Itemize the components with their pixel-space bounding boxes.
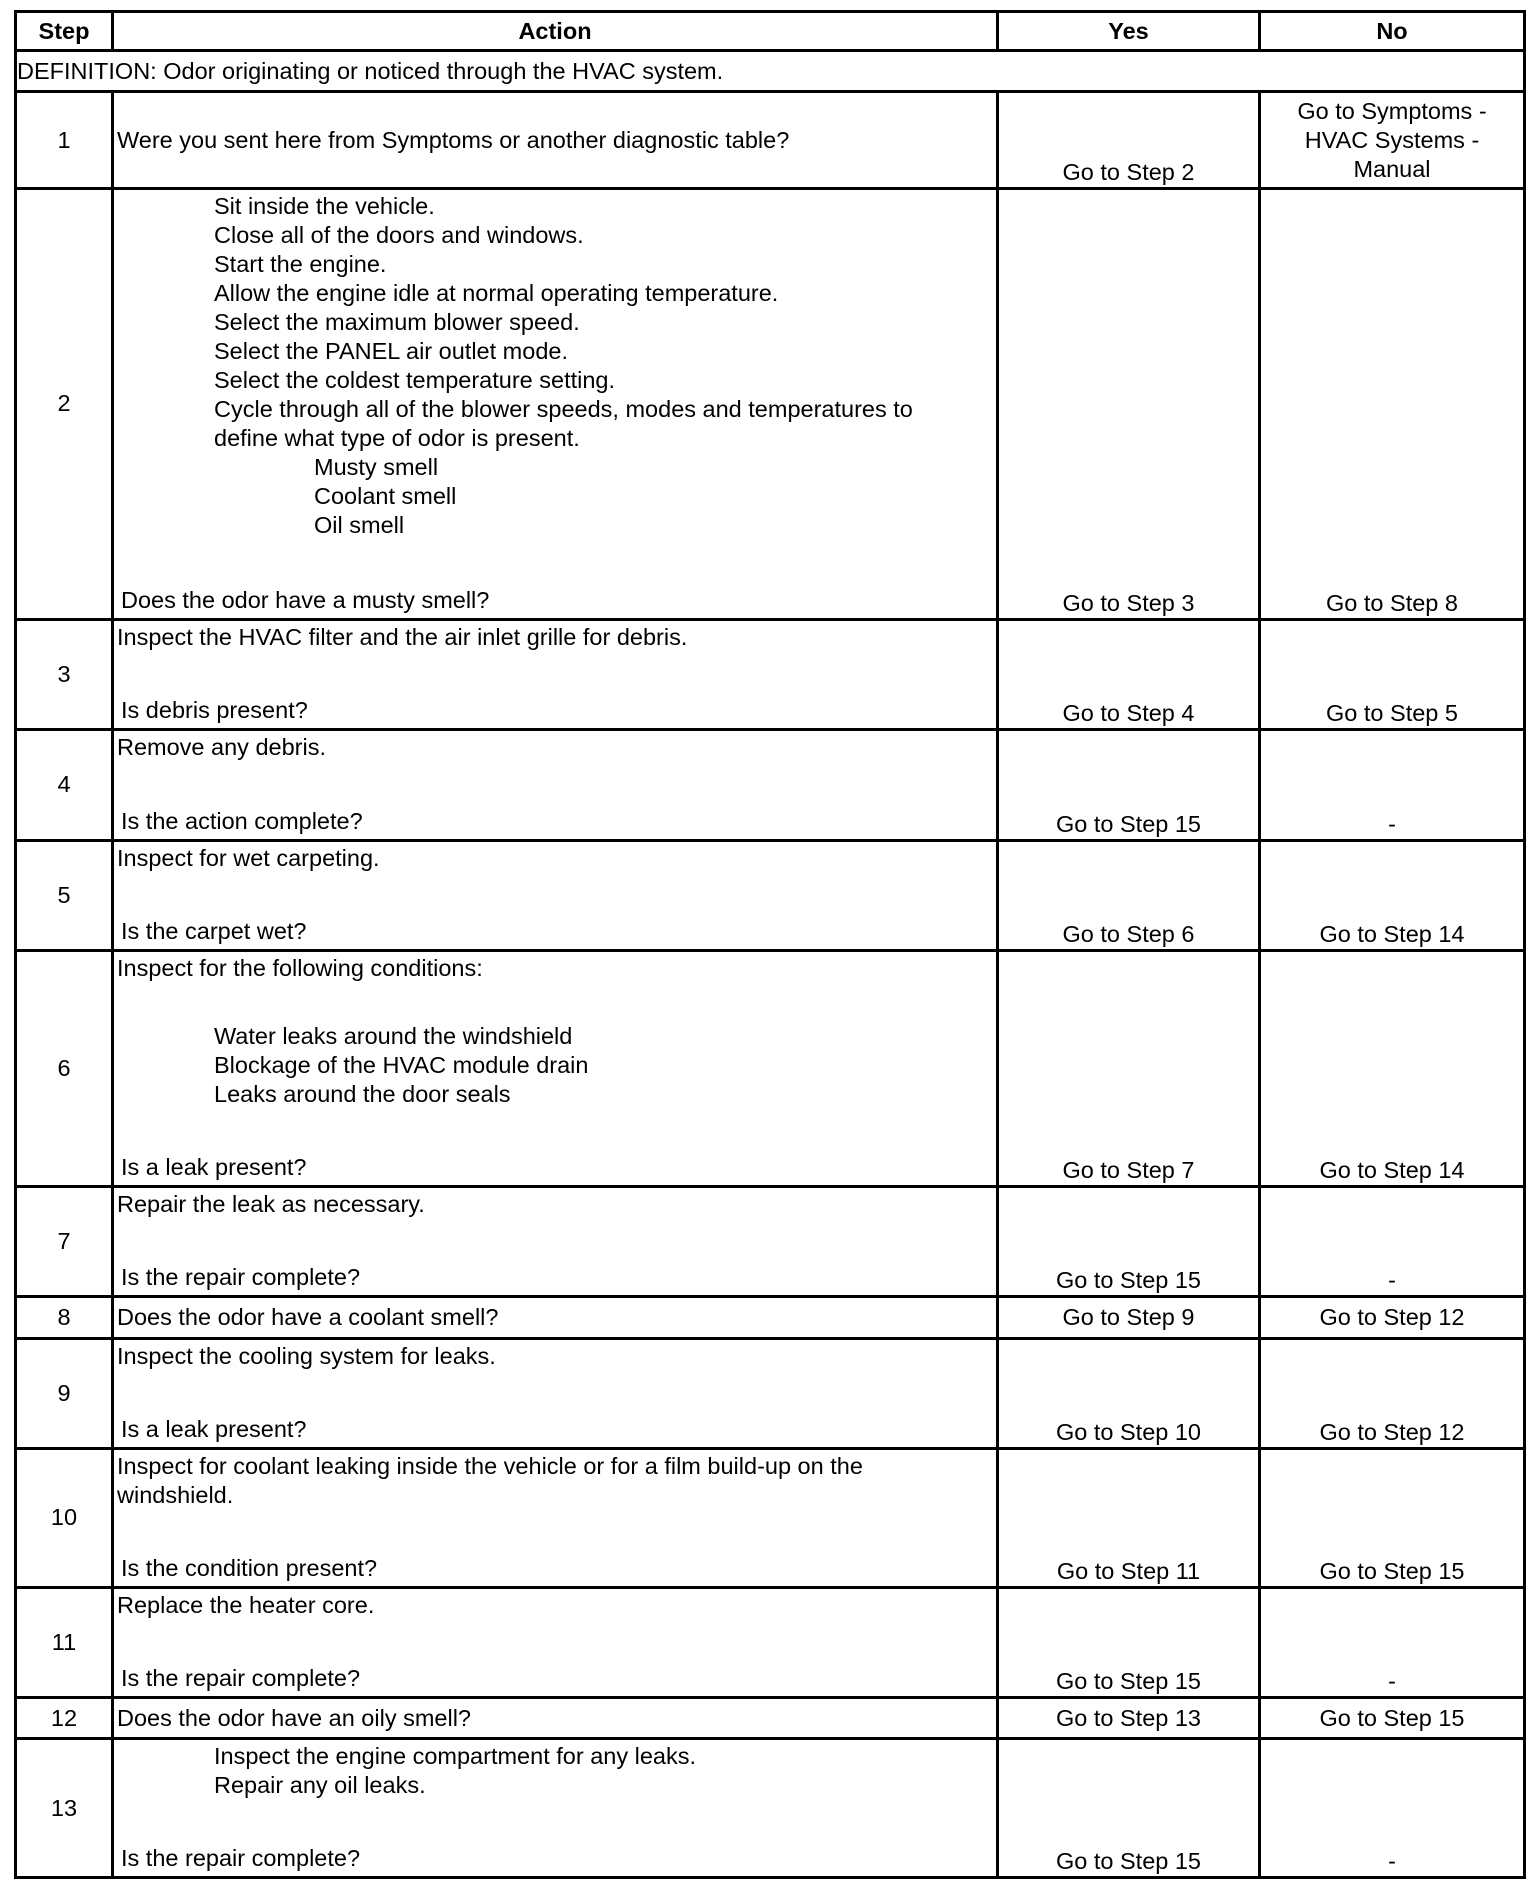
no-result: - [1260, 1587, 1525, 1697]
instruction: Inspect for the following conditions: [117, 954, 483, 981]
sub-item: Coolant smell [314, 482, 457, 509]
question: Were you sent here from Symptoms or another diagnostic table? [117, 126, 790, 153]
step-number: 4 [16, 730, 113, 840]
header-yes: Yes [998, 12, 1260, 51]
instruction: Remove any debris. [117, 734, 326, 761]
table-row [16, 730, 1525, 840]
no-result: Go to Step 15 [1260, 1698, 1525, 1739]
question: Is the condition present? [121, 1554, 378, 1581]
instruction: Cycle through all of the blower speeds, modes and temperatures to [214, 395, 913, 422]
instruction: Close all of the doors and windows. [214, 221, 584, 248]
action-cell [113, 840, 998, 950]
action-cell [113, 1698, 998, 1739]
table-row [16, 92, 1525, 188]
no-result: Go to Symptoms - HVAC Systems - Manual [1260, 92, 1525, 188]
table-row [16, 1297, 1525, 1338]
question: Is the repair complete? [121, 1264, 361, 1291]
action-cell [113, 188, 998, 619]
yes-result: Go to Step 15 [998, 1587, 1260, 1697]
instruction: Inspect the engine compartment for any leaks. [214, 1743, 697, 1770]
instruction: Inspect for coolant leaking inside the vehicle or for a film build-up on the [117, 1453, 863, 1480]
question: Is the action complete? [121, 807, 363, 834]
instruction: Inspect for wet carpeting. [117, 844, 380, 871]
action-cell [113, 1297, 998, 1338]
table-row [16, 840, 1525, 950]
step-number: 7 [16, 1186, 113, 1296]
step-number: 11 [16, 1587, 113, 1697]
instruction: windshield. [117, 1482, 234, 1509]
question: Does the odor have a musty smell? [121, 586, 490, 613]
definition-row [16, 51, 1525, 92]
no-result: - [1260, 730, 1525, 840]
step-number: 2 [16, 188, 113, 619]
action-cell [113, 1338, 998, 1448]
action-cell [113, 1186, 998, 1296]
header-row [16, 12, 1525, 51]
no-result: - [1260, 1739, 1525, 1878]
instruction: Start the engine. [214, 250, 387, 277]
yes-result: Go to Step 15 [998, 1739, 1260, 1878]
no-result: Go to Step 12 [1260, 1297, 1525, 1338]
table-row [16, 1186, 1525, 1296]
table-row [16, 1338, 1525, 1448]
step-number: 10 [16, 1449, 113, 1588]
header-no: No [1260, 12, 1525, 51]
diagnostic-table [14, 10, 1526, 1879]
action-cell [113, 1587, 998, 1697]
no-result: Go to Step 14 [1260, 950, 1525, 1186]
yes-result: Go to Step 15 [998, 1186, 1260, 1296]
yes-result: Go to Step 10 [998, 1338, 1260, 1448]
condition-item: Blockage of the HVAC module drain [214, 1051, 589, 1078]
step-number: 3 [16, 619, 113, 729]
instruction: Repair any oil leaks. [214, 1772, 426, 1799]
step-number: 13 [16, 1739, 113, 1878]
table-row [16, 1587, 1525, 1697]
step-number: 5 [16, 840, 113, 950]
instruction: Replace the heater core. [117, 1591, 375, 1618]
action-cell [113, 950, 998, 1186]
question: Is the repair complete? [121, 1665, 361, 1692]
no-result: - [1260, 1186, 1525, 1296]
yes-result: Go to Step 2 [998, 92, 1260, 188]
table-row [16, 1698, 1525, 1739]
question: Is the repair complete? [121, 1845, 361, 1871]
yes-result: Go to Step 13 [998, 1698, 1260, 1739]
table-row [16, 1739, 1525, 1878]
step-number: 6 [16, 950, 113, 1186]
action-cell [113, 730, 998, 840]
question: Is a leak present? [121, 1416, 307, 1443]
step-number: 12 [16, 1698, 113, 1739]
yes-result: Go to Step 6 [998, 840, 1260, 950]
no-result: Go to Step 15 [1260, 1449, 1525, 1588]
yes-result: Go to Step 9 [998, 1297, 1260, 1338]
table-row [16, 950, 1525, 1186]
question: Is debris present? [121, 697, 308, 724]
instruction: Inspect the HVAC filter and the air inlet grille for debris. [117, 623, 688, 650]
condition-item: Leaks around the door seals [214, 1080, 511, 1107]
sub-item: Oil smell [314, 511, 405, 538]
header-step: Step [16, 12, 113, 51]
table-row [16, 619, 1525, 729]
no-result: Go to Step 14 [1260, 840, 1525, 950]
condition-item: Water leaks around the windshield [214, 1022, 573, 1049]
yes-result: Go to Step 15 [998, 730, 1260, 840]
yes-result: Go to Step 7 [998, 950, 1260, 1186]
action-cell [113, 1739, 998, 1878]
no-result: Go to Step 8 [1260, 188, 1525, 619]
question: Does the odor have an oily smell? [117, 1704, 472, 1731]
sub-item: Musty smell [314, 453, 439, 480]
question: Does the odor have a coolant smell? [117, 1304, 499, 1331]
instruction: Sit inside the vehicle. [214, 192, 435, 219]
no-result: Go to Step 12 [1260, 1338, 1525, 1448]
instruction: Select the maximum blower speed. [214, 308, 580, 335]
instruction: Allow the engine idle at normal operating temperature. [214, 279, 779, 306]
yes-result: Go to Step 4 [998, 619, 1260, 729]
instruction: Repair the leak as necessary. [117, 1190, 425, 1217]
no-result: Go to Step 5 [1260, 619, 1525, 729]
instruction: define what type of odor is present. [214, 424, 580, 451]
question: Is a leak present? [121, 1153, 307, 1180]
instruction: Select the PANEL air outlet mode. [214, 337, 568, 364]
yes-result: Go to Step 11 [998, 1449, 1260, 1588]
yes-result: Go to Step 3 [998, 188, 1260, 619]
question: Is the carpet wet? [121, 917, 307, 944]
instruction: Select the coldest temperature setting. [214, 366, 616, 393]
table-row [16, 188, 1525, 619]
step-number: 9 [16, 1338, 113, 1448]
action-cell [113, 619, 998, 729]
instruction: Inspect the cooling system for leaks. [117, 1342, 496, 1369]
action-cell [113, 1449, 998, 1588]
step-number: 1 [16, 92, 113, 188]
table-row [16, 1449, 1525, 1588]
header-action: Action [113, 12, 998, 51]
action-cell [113, 92, 998, 188]
definition: DEFINITION: Odor originating or noticed through the HVAC system. [16, 51, 1525, 92]
step-number: 8 [16, 1297, 113, 1338]
